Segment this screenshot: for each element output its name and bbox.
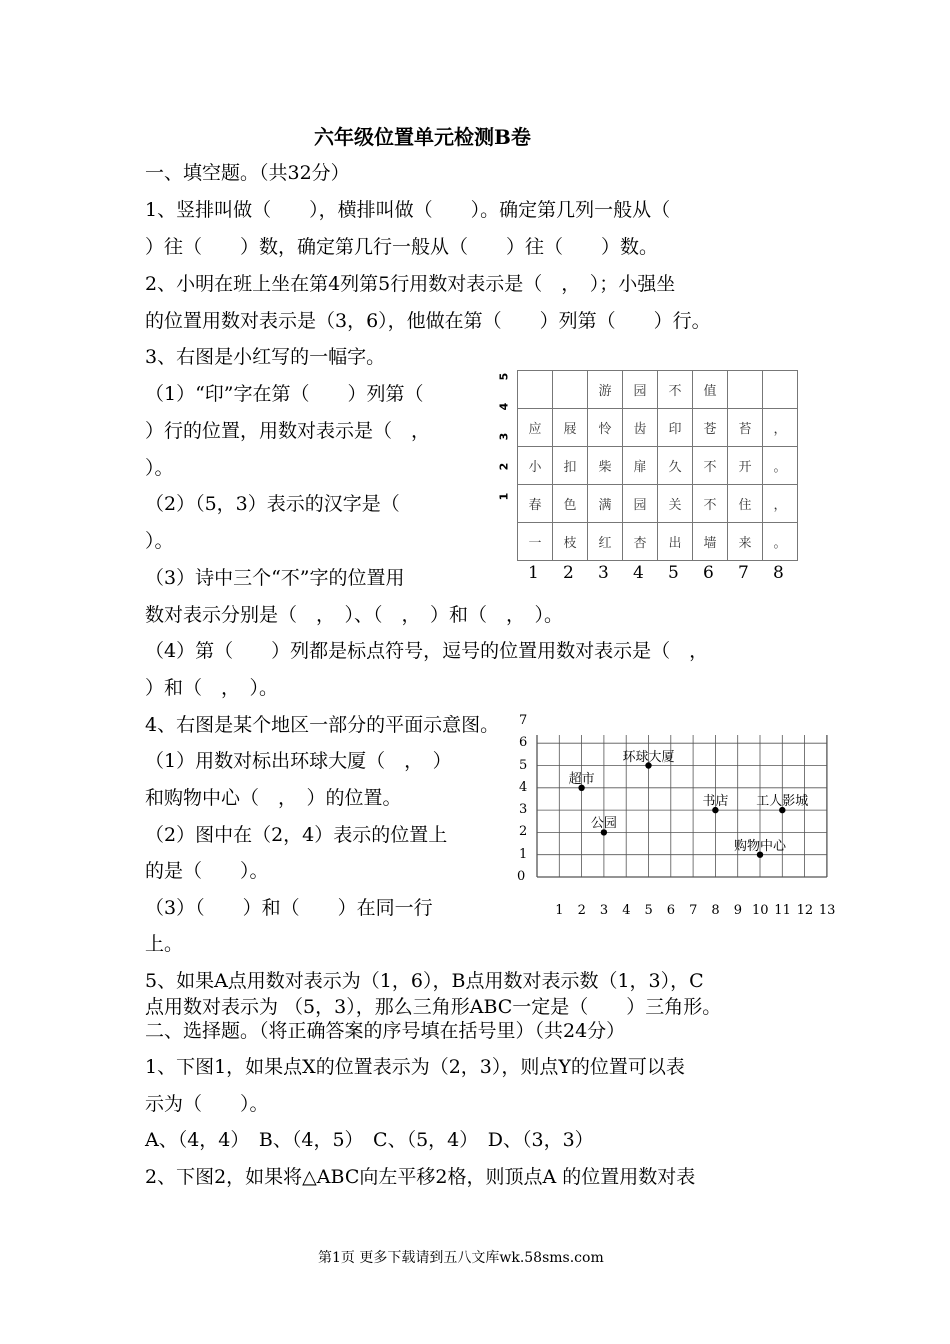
s2-q2-line1: 2、下图2，如果将△ABC向左平移2格，则顶点A 的位置用数对表 — [145, 1166, 696, 1188]
row-label: 3 — [497, 432, 511, 441]
col-label: 3 — [598, 563, 609, 583]
y-tick-label: 6 — [519, 735, 528, 751]
grid-cell: 园 — [623, 371, 658, 409]
s2-q1-options: A、（4，4） B、（4，5） C、（5，4） D、（3，3） — [145, 1129, 594, 1151]
q3-3-line2: 数对表示分别是（ ， ）、（ ， ）和（ ， ）。 — [145, 604, 564, 626]
grid-cell: 扉 — [623, 447, 658, 485]
grid-cell: ， — [763, 409, 798, 447]
grid-cell: 关 — [658, 485, 693, 523]
q4-1-line2: 和购物中心（ ， ）的位置。 — [145, 787, 402, 809]
grid-cell: 屐 — [553, 409, 588, 447]
page-title: 六年级位置单元检测B卷 — [314, 125, 531, 149]
q3-4-line1: （4）第（ ）列都是标点符号，逗号的位置用数对表示是（ ， — [145, 640, 709, 662]
x-tick-label: 2 — [577, 903, 586, 918]
grid-cell: 杏 — [623, 523, 658, 561]
q3-1-line3: ）。 — [145, 457, 174, 479]
grid-cell: 。 — [763, 447, 798, 485]
q4-2-line1: （2）图中在（2，4）表示的位置上 — [145, 824, 448, 846]
grid-cell: 值 — [693, 371, 728, 409]
x-tick-label: 9 — [733, 903, 742, 918]
q3-1-line1: （1）“印”字在第（ ）列第（ — [145, 383, 424, 405]
coordinate-map-figure — [505, 712, 845, 925]
x-tick-label: 12 — [796, 903, 814, 918]
grid-cell: 来 — [728, 523, 763, 561]
grid-cell: 一 — [518, 523, 553, 561]
q3-4-line2: ）和（ ， ）。 — [145, 677, 279, 699]
col-label: 4 — [633, 563, 644, 583]
y-tick-label: 1 — [519, 846, 528, 862]
col-label: 6 — [703, 563, 714, 583]
q4-2-line2: 的是（ ）。 — [145, 860, 269, 882]
x-tick-label: 1 — [555, 903, 564, 918]
y-tick-label: 3 — [519, 802, 528, 818]
q2-line1: 2、小明在班上坐在第4列第5行用数对表示是（ ， ）；小强坐 — [145, 273, 676, 295]
y-tick-label: 4 — [519, 779, 528, 795]
q3-intro: 3、右图是小红写的一幅字。 — [145, 346, 386, 368]
map-point-label: 超市 — [568, 771, 595, 787]
q4-intro: 4、右图是某个地区一部分的平面示意图。 — [145, 714, 500, 736]
grid-cell: 苍 — [693, 409, 728, 447]
grid-cell: 开 — [728, 447, 763, 485]
table-row — [518, 523, 798, 561]
s2-q1-line2: 示为（ ）。 — [145, 1093, 269, 1115]
q3-2-line1: （2）（5，3）表示的汉字是（ — [145, 493, 400, 515]
poem-table — [517, 370, 798, 561]
y-tick-label: 7 — [519, 712, 528, 728]
row-label: 5 — [497, 372, 511, 381]
x-tick-label: 11 — [774, 903, 791, 918]
grid-cell: 扣 — [553, 447, 588, 485]
grid-cell: 齿 — [623, 409, 658, 447]
map-point-label: 购物中心 — [734, 838, 787, 854]
section1-heading: 一、填空题。（共32分） — [145, 162, 350, 184]
grid-cell: 不 — [693, 485, 728, 523]
map-point-label: 环球大厦 — [622, 749, 675, 765]
grid-cell: 出 — [658, 523, 693, 561]
grid-cell: 游 — [588, 371, 623, 409]
col-label: 8 — [773, 563, 784, 583]
grid-cell — [518, 371, 553, 409]
col-label: 2 — [563, 563, 574, 583]
s2-q1-line1: 1、下图1，如果点X的位置表示为（2，3），则点Y的位置可以表 — [145, 1056, 685, 1078]
col-label: 1 — [528, 563, 539, 583]
q5-line1: 5、如果A点用数对表示为（1，6），B点用数对表示数（1，3），C — [145, 970, 704, 992]
table-row — [518, 485, 798, 523]
x-tick-label: 7 — [689, 903, 698, 918]
grid-cell: 应 — [518, 409, 553, 447]
q3-1-line2: ）行的位置，用数对表示是（ ， — [145, 420, 431, 442]
grid-cell: 春 — [518, 485, 553, 523]
grid-cell: 久 — [658, 447, 693, 485]
page-footer: 第1页 更多下载请到五八文库wk.58sms.com — [318, 1250, 604, 1266]
map-point-label: 书店 — [702, 794, 729, 810]
x-tick-label: 13 — [818, 903, 836, 918]
grid-cell: 不 — [693, 447, 728, 485]
q1-line2: ）往（ ）数，确定第几行一般从（ ）往（ ）数。 — [145, 236, 659, 258]
col-label: 7 — [738, 563, 749, 583]
grid-cell: 墙 — [693, 523, 728, 561]
grid-cell — [728, 371, 763, 409]
q4-1-line1: （1）用数对标出环球大厦（ ， ） — [145, 750, 452, 772]
grid-cell — [763, 371, 798, 409]
table-row — [518, 447, 798, 485]
q4-3-line2: 上。 — [145, 933, 184, 955]
grid-cell: 红 — [588, 523, 623, 561]
poem-grid-figure — [495, 365, 815, 585]
grid-cell: 印 — [658, 409, 693, 447]
grid-cell: 苔 — [728, 409, 763, 447]
q3-3-line1: （3）诗中三个“不”字的位置用 — [145, 567, 405, 589]
grid-cell: 色 — [553, 485, 588, 523]
grid-cell: 不 — [658, 371, 693, 409]
grid-cell: 满 — [588, 485, 623, 523]
grid-cell: 柴 — [588, 447, 623, 485]
q3-2-line2: ）。 — [145, 530, 174, 552]
q2-line2: 的位置用数对表示是（3，6），他做在第（ ）列第（ ）行。 — [145, 310, 711, 332]
q5-line2: 点用数对表示为 （5，3），那么三角形ABC一定是（ ）三角形。 — [145, 996, 722, 1018]
grid-cell: 。 — [763, 523, 798, 561]
section2-heading: 二、选择题。（将正确答案的序号填在括号里）（共24分） — [145, 1020, 626, 1042]
col-label: 5 — [668, 563, 679, 583]
grid-cell: 住 — [728, 485, 763, 523]
grid-cell: 小 — [518, 447, 553, 485]
y-tick-label: 5 — [519, 757, 528, 773]
grid-cell: 园 — [623, 485, 658, 523]
q1-line1: 1、竖排叫做（ ），横排叫做（ ）。确定第几列一般从（ — [145, 199, 671, 221]
row-label: 4 — [497, 402, 511, 411]
x-tick-label: 0 — [517, 869, 526, 884]
grid-cell: 怜 — [588, 409, 623, 447]
x-tick-label: 5 — [644, 903, 653, 918]
x-tick-label: 4 — [622, 903, 631, 918]
row-label: 1 — [497, 492, 511, 501]
map-grid-svg — [505, 735, 845, 925]
x-tick-label: 6 — [666, 903, 676, 918]
grid-cell — [553, 371, 588, 409]
map-point-label: 工人影城 — [756, 794, 809, 810]
grid-cell: ， — [763, 485, 798, 523]
y-tick-label: 2 — [519, 824, 528, 840]
x-tick-label: 8 — [711, 903, 720, 918]
row-label: 2 — [497, 462, 511, 471]
x-tick-label: 3 — [599, 903, 609, 918]
map-point-label: 公园 — [590, 816, 617, 832]
x-tick-label: 10 — [752, 903, 769, 918]
grid-cell: 枝 — [553, 523, 588, 561]
table-row — [518, 409, 798, 447]
table-row — [518, 371, 798, 409]
q4-3-line1: （3）（ ）和（ ）在同一行 — [145, 897, 433, 919]
